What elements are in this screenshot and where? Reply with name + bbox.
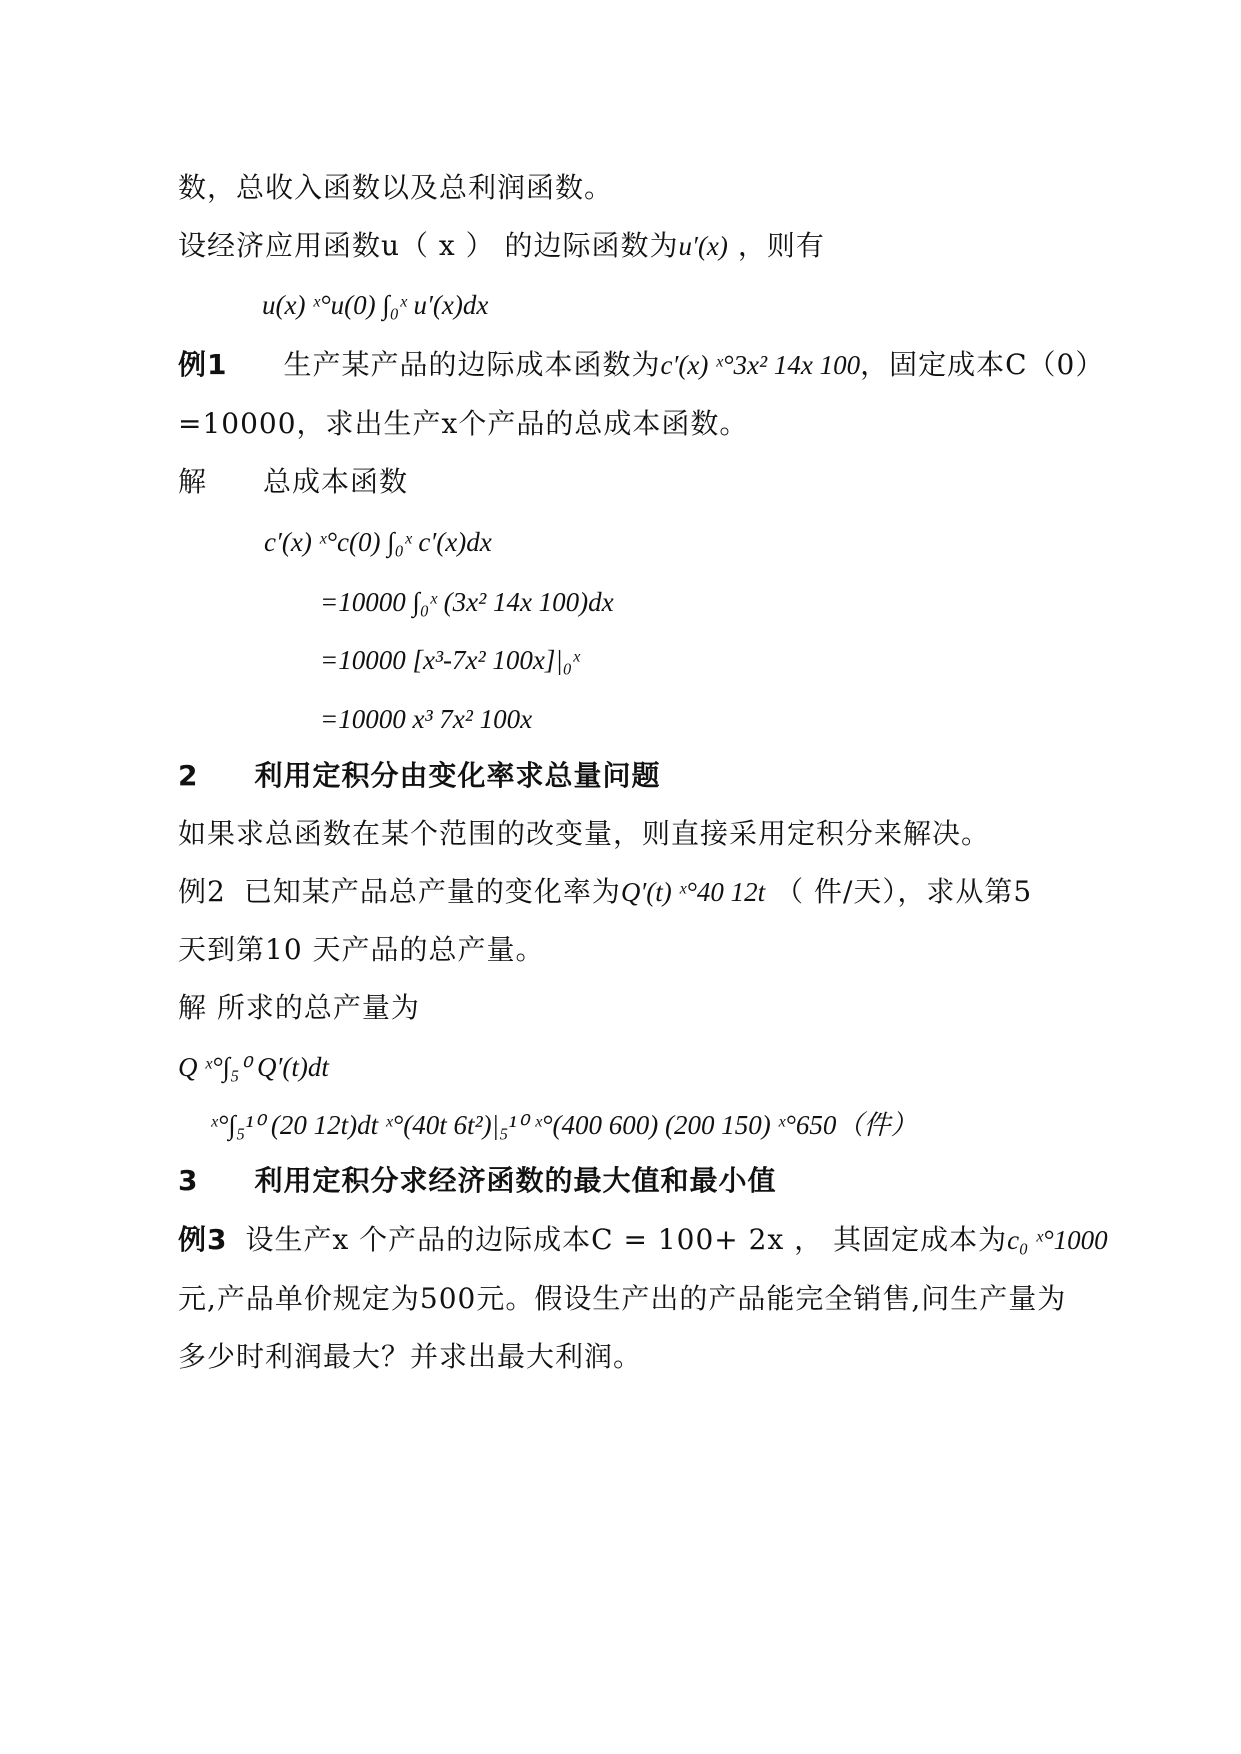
inline-formula: Q′(t) ˣ°40 12t — [620, 877, 766, 907]
text-run: 总成本函数 — [263, 465, 409, 498]
paragraph-line — [178, 464, 408, 500]
section-number: 2 — [178, 759, 199, 792]
example-label: 例2 — [178, 875, 226, 908]
inline-formula: u′(x) — [678, 231, 728, 261]
text-run: ，则有 — [737, 229, 825, 262]
paragraph-line — [178, 874, 1032, 910]
display-formula: ˣ°∫₅¹⁰ (20 12t)dt ˣ°(40t 6t²)|₅¹⁰ ˣ°(400 600) (200 150) ˣ°650（件） — [210, 1110, 918, 1140]
paragraph-line: 如果求总函数在某个范围的改变量，则直接采用定积分来解决。 — [178, 817, 991, 850]
inline-formula: c′(x) ˣ°3x² 14x 100 — [660, 350, 861, 380]
paragraph-line: 数，总收入函数以及总利润函数。 — [178, 171, 614, 204]
paragraph-line: 多少时利润最大？并求出最大利润。 — [178, 1340, 643, 1373]
paragraph-line — [178, 1222, 1108, 1258]
section-title: 利用定积分求经济函数的最大值和最小值 — [254, 1164, 777, 1197]
inline-formula: c₀ ˣ°1000 — [1007, 1225, 1108, 1255]
paragraph-line — [178, 228, 825, 264]
section-heading — [178, 758, 661, 794]
section-number: 3 — [178, 1164, 199, 1197]
example-label: 例3 — [178, 1223, 228, 1256]
section-heading — [178, 1163, 777, 1199]
display-formula: c′(x) ˣ°c(0) ∫₀ˣ c′(x)dx — [264, 527, 492, 557]
text-run: 已知某产品总产量的变化率为 — [243, 875, 621, 908]
text-run: 设经济应用函数u（ x ） 的边际函数为 — [178, 229, 679, 262]
paragraph-line: 元,产品单价规定为500元。假设生产出的产品能完全销售,问生产量为 — [178, 1282, 1067, 1315]
text-run: （ 件/天），求从第5 — [775, 875, 1033, 908]
display-formula: =10000 ∫₀ˣ (3x² 14x 100)dx — [320, 587, 614, 617]
text-run: 设生产x 个产品的边际成本C = 100+ 2x ， 其固定成本为 — [245, 1223, 1008, 1256]
paragraph-line: =10000，求出生产x个产品的总成本函数。 — [178, 407, 749, 440]
paragraph-line: 天到第10 天产品的总产量。 — [178, 933, 545, 966]
paragraph-line: 解 所求的总产量为 — [178, 991, 420, 1024]
display-formula: u(x) ˣ°u(0) ∫₀ˣ u′(x)dx — [262, 290, 489, 320]
text-run: ，固定成本C（0） — [860, 348, 1105, 381]
paragraph-line — [178, 347, 1104, 383]
display-formula: =10000 [x³-7x² 100x]|₀ˣ — [320, 645, 580, 675]
text-run: 生产某产品的边际成本函数为 — [283, 348, 661, 381]
display-formula: =10000 x³ 7x² 100x — [320, 704, 533, 734]
display-formula: Q ˣ°∫₅⁰ Q′(t)dt — [178, 1052, 329, 1082]
example-label: 例1 — [178, 348, 228, 381]
section-title: 利用定积分由变化率求总量问题 — [254, 759, 661, 792]
solution-label: 解 — [178, 465, 208, 498]
